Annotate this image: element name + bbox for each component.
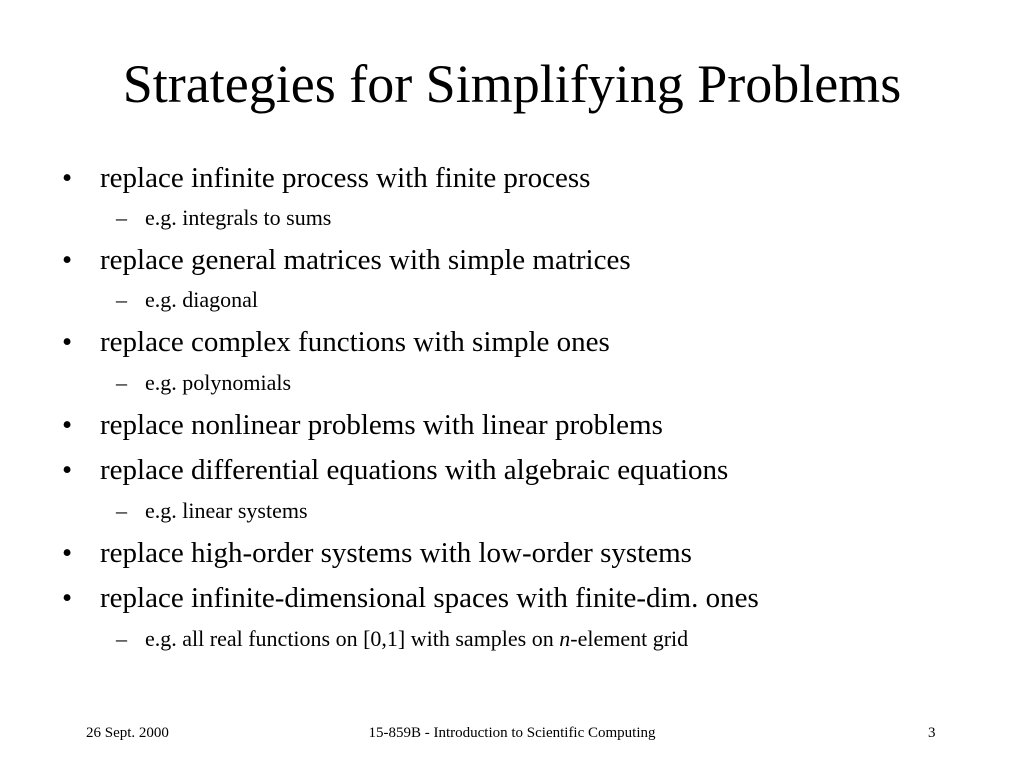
sub-bullet-text: e.g. integrals to sums bbox=[145, 205, 332, 230]
sub-bullet-item bbox=[116, 205, 331, 231]
sub-bullet-marker: – bbox=[116, 205, 127, 230]
bullet-item bbox=[62, 408, 663, 442]
bullet-marker: • bbox=[62, 537, 73, 569]
bullet-marker: • bbox=[62, 326, 73, 358]
bullet-marker: • bbox=[62, 244, 73, 276]
footer-page-number: 3 bbox=[928, 725, 936, 741]
bullet-item bbox=[62, 161, 590, 195]
bullet-text: replace differential equations with algebraic equations bbox=[100, 454, 729, 486]
bullet-item bbox=[62, 243, 631, 277]
bullet-text: replace general matrices with simple matrices bbox=[100, 244, 631, 276]
bullet-text: replace nonlinear problems with linear problems bbox=[100, 409, 663, 441]
bullet-text: replace high-order systems with low-order systems bbox=[100, 537, 692, 569]
bullet-text: replace infinite-dimensional spaces with finite-dim. ones bbox=[100, 582, 759, 614]
bullet-item bbox=[62, 453, 728, 487]
bullet-marker: • bbox=[62, 409, 73, 441]
sub-bullet-item bbox=[116, 498, 308, 524]
sub-bullet-marker: – bbox=[116, 498, 127, 523]
sub-bullet-item bbox=[116, 626, 688, 652]
footer-date: 26 Sept. 2000 bbox=[86, 725, 169, 741]
footer-course: 15-859B - Introduction to Scientific Computing bbox=[368, 725, 656, 741]
bullet-item bbox=[62, 581, 759, 615]
slide-title: Strategies for Simplifying Problems bbox=[122, 54, 902, 114]
sub-bullet-item bbox=[116, 370, 291, 396]
sub-bullet-text: e.g. diagonal bbox=[145, 287, 259, 312]
bullet-item bbox=[62, 536, 692, 570]
sub-bullet-marker: – bbox=[116, 370, 127, 395]
bullet-marker: • bbox=[62, 454, 73, 486]
bullet-marker: • bbox=[62, 582, 73, 614]
bullet-marker: • bbox=[62, 162, 73, 194]
sub-bullet-marker: – bbox=[116, 626, 127, 651]
sub-bullet-marker: – bbox=[116, 287, 127, 312]
sub-bullet-text-after: -element grid bbox=[570, 626, 689, 651]
bullet-text: replace complex functions with simple ones bbox=[100, 326, 610, 358]
sub-bullet-text: e.g. linear systems bbox=[145, 498, 308, 523]
sub-bullet-text-italic: n bbox=[559, 626, 571, 651]
sub-bullet-item bbox=[116, 287, 258, 313]
sub-bullet-text-before: e.g. all real functions on [0,1] with samples on bbox=[145, 626, 560, 651]
sub-bullet-text: e.g. polynomials bbox=[145, 370, 292, 395]
bullet-text: replace infinite process with finite process bbox=[100, 162, 591, 194]
bullet-item bbox=[62, 325, 610, 359]
